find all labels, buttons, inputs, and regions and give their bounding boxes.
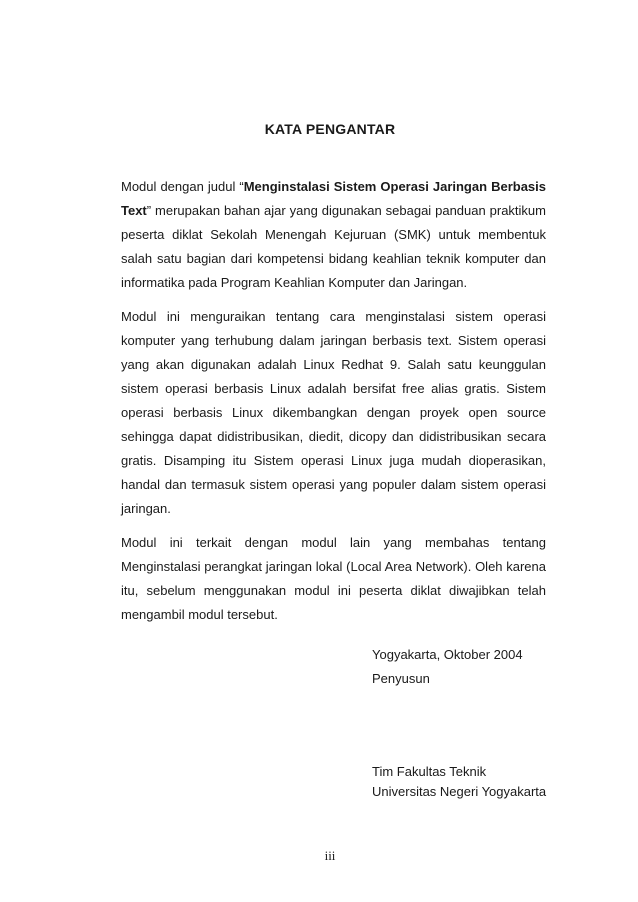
signature-space <box>372 691 546 762</box>
paragraph-3-text: Modul ini terkait dengan modul lain yang membahas tentang Menginstalasi perangkat jaringan lokal (Local Area Network). Oleh karena itu, sebelum menggunakan modul ini peserta diklat diwajibkan telah mengambil modul tersebut. <box>121 535 546 622</box>
signature-role: Penyusun <box>372 671 430 686</box>
paragraph-3 <box>121 531 546 627</box>
body-text <box>121 175 546 637</box>
paragraph-2 <box>121 305 546 521</box>
signature-place-date: Yogyakarta, Oktober 2004 <box>372 647 523 662</box>
page-number: iii <box>324 848 336 863</box>
paragraph-1-text: Modul dengan judul “ <box>121 179 244 194</box>
paragraph-1-text-cont: ” merupakan bahan ajar yang digunakan sebagai panduan praktikum peserta diklat Sekolah Menengah Kejuruan (SMK) untuk membentuk salah satu bagian dari kompetensi bidang keahlian teknik komputer dan informatika pada Program Keahlian Komputer dan Jaringan. <box>121 203 546 290</box>
page-title: KATA PENGANTAR <box>264 121 396 137</box>
signature-team: Tim Fakultas Teknik <box>372 764 487 779</box>
module-title-bold: Menginstalasi Sistem Operasi Jaringan Berbasis Text <box>121 179 547 218</box>
signature-institution: Universitas Negeri Yogyakarta <box>372 784 547 799</box>
paragraph-1 <box>121 175 546 295</box>
paragraph-2-text: Modul ini menguraikan tentang cara menginstalasi sistem operasi komputer yang terhubung dalam jaringan berbasis text. Sistem operasi yang akan digunakan adalah Linux Redhat 9. Salah satu keunggulan sistem operasi berbasis Linux adalah bersifat free alias gratis. Sistem operasi berbasis Linux dikembangkan dengan proyek open source sehingga dapat didistribusikan, diedit, dicopy dan didistribusikan secara gratis. Disamping itu Sistem operasi Linux juga mudah dioperasikan, handal dan termasuk sistem operasi yang populer dalam sistem operasi jaringan. <box>121 309 546 516</box>
signature-block <box>372 643 546 802</box>
